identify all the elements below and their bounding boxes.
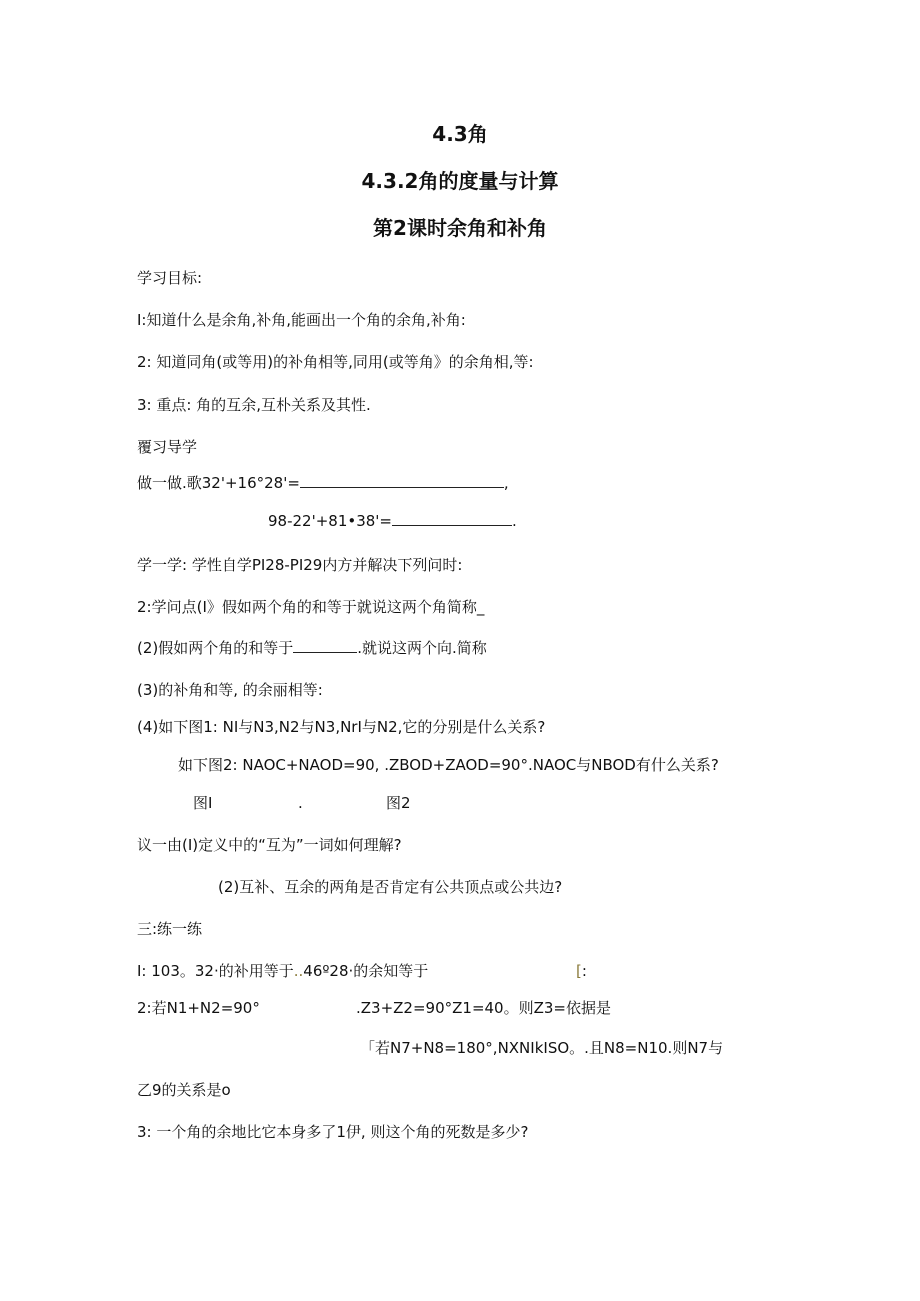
answer-blank [293,638,357,653]
lesson-period-title: 第2课时余角和补角 [373,216,547,240]
goal-2: 2: 知道同角(或等用)的补角相等,同用(或等角》的余角相,等: [137,353,534,371]
exercise-do-1-end: , [503,474,509,492]
review-heading: 覆习导学 [137,438,198,456]
practice-exercise-2-d: 乙9的关系是o [137,1081,231,1099]
goals-heading: 学习目标: [137,269,203,287]
exercise-do-2 [268,511,517,531]
exercise-do-2-label: 98-22'+81•38'= [268,512,392,530]
bracket-mark: [ [576,962,582,980]
learn-intro: 学一学: 学性自学PI28-PI29内方并解决下列问时: [137,556,463,574]
goal-3: 3: 重点: 角的互余,互朴关系及其性. [137,396,371,414]
practice-exercise-1 [137,961,428,981]
learn-point-3: (3)的补角和等, 的余丽相等: [137,681,323,699]
lesson-chapter-title: 4.3角 [432,122,488,146]
practice-exercise-1-tail [576,961,587,981]
practice-exercise-3: 3: 一个角的余地比它本身多了1伊, 则这个角的死数是多少? [137,1123,529,1141]
figure-separator-dot: . [298,794,303,812]
faint-mark: .. [293,962,304,980]
learn-point-2 [137,638,487,658]
practice-exercise-2-a: 2:若N1+N2=90° [137,999,260,1017]
learn-point-5: 如下图2: NAOC+NAOD=90, .ZBOD+ZAOD=90°.NAOC与NBOD有什么关系? [178,756,719,774]
learn-point-2-b: .就说这两个向.简称 [357,639,487,657]
answer-blank [300,473,504,488]
exercise-do-1-label: 做一做.歌32'+16°28'= [137,474,300,492]
figure-2-caption: 图2 [386,794,411,812]
learn-point-2-a: (2)假如两个角的和等于 [137,639,294,657]
learn-point-4: (4)如下图1: NI与N3,N2与N3,NrI与N2,它的分别是什么关系? [137,718,546,736]
exercise-do-1 [137,473,509,493]
practice-exercise-2-b: .Z3+Z2=90°Z1=40。则Z3=依据是 [356,999,611,1017]
practice-exercise-2-c: 「若N7+N8=180°,NXNIkISO。.且N8=N10.则N7与 [360,1039,724,1057]
goal-1: I:知道什么是余角,补角,能画出一个角的余角,补角: [137,311,466,329]
discuss-question-2: (2)互补、互余的两角是否肯定有公共顶点或公共边? [218,878,563,896]
practice-exercise-1-b: 46º28·的余知等于 [303,962,429,980]
exercise-do-2-end: . [512,512,517,530]
practice-exercise-1-colon: : [581,962,587,980]
figure-1-caption: 图I [193,794,213,812]
answer-blank [392,511,512,526]
practice-heading: 三:练一练 [137,920,203,938]
learn-point-1: 2:学问点(I》假如两个角的和等于就说这两个角简称_ [137,598,485,616]
practice-exercise-1-a: I: 103。32·的补用等于 [137,962,294,980]
lesson-section-title: 4.3.2角的度量与计算 [361,169,559,193]
discuss-question-1: 议一由(I)定义中的“互为”一词如何理解? [137,836,402,854]
